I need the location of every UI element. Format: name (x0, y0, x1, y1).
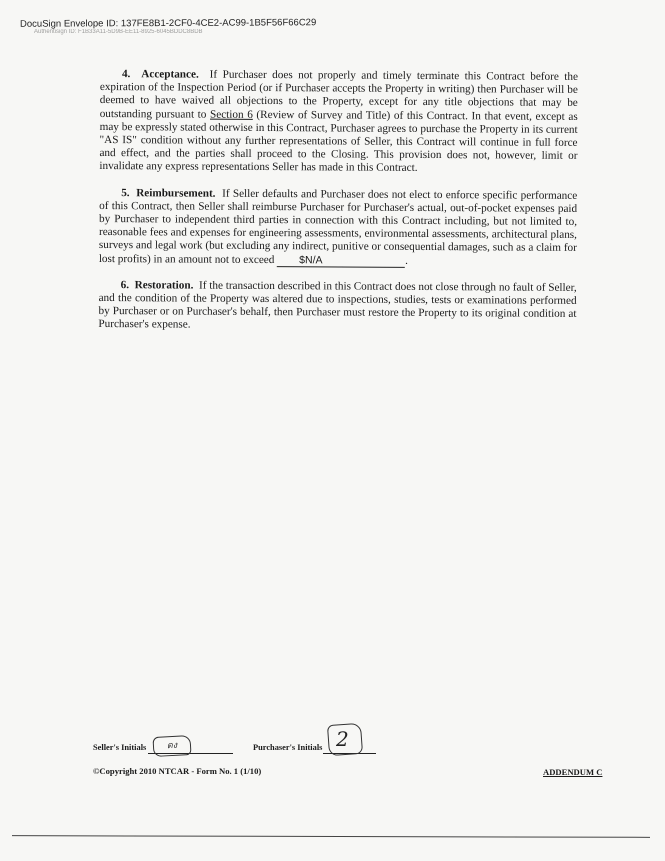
paragraph-restoration: 6. Restoration. If the transaction described in this Contract does not close through no fault of Seller, and the condition of the Property was altered due to inspections, studies, tests or examinations performed by Purchaser or on Purchaser's behalf, then Purchaser must restore the Property to its original condition at Purchaser's expense. (98, 278, 577, 332)
paragraph-text: If Seller defaults and Purchaser does not elect to enforce specific performance of this Contract, then Seller shall reimburse Purchaser for Purchaser's actual, out-of-pocket expenses paid by Purchaser to independent third parties in connection with this Contract including, but not limited to, reasonable fees and expenses for engineering assessments, environmental assessments, architectural plans, surveys and legal work (but excluding any indirect, punitive or consequential damages, such as a claim for lost profits) in an amount not to exceed (98, 187, 578, 266)
seller-initials-label: Seller's Initials (93, 743, 147, 752)
section-reference: Section 6 (210, 108, 253, 121)
paragraph-reimbursement: 5. Reimbursement. If Seller defaults and Purchaser does not elect to enforce specific performance of this Contract, then Seller shall reimburse Purchaser for Purchaser's actual, out-of-pocket expenses paid by Purchaser to independent third parties in connection with this Contract including, but not limited to, reasonable fees and expenses for engineering assessments, environmental assessments, architectural plans, surveys and legal work (but excluding any indirect, punitive or consequential damages, such as a claim for lost profits) in an amount not to exceed $N/A . (98, 186, 578, 267)
purchaser-initials-mark: 2 (336, 727, 349, 751)
amount-field: $N/A (277, 255, 405, 268)
docusign-envelope-id: DocuSign Envelope ID: 137FE8B1-2CF0-4CE2-AC99-1B5F56F66C29 (19, 17, 317, 30)
paragraph-number: 6. (120, 278, 130, 292)
paragraph-acceptance: 4. Acceptance. If Purchaser does not properly and timely terminate this Contract before the expiration of the Inspection Period (or if Purchaser accepts the Property in writing) then Purchaser will be deemed to have waived all objections to the Property, except for any title objections that may be outstanding pursuant to Section 6 (Review of Survey and Title) of this Contract. In that event, except as may be expressly stated otherwise in this Contract, Purchaser agrees to purchase the Property in its current "AS IS" condition without any further representations of Seller, this Contract will continue in full force and effect, and the parties shall proceed to the Closing. This provision does not, however, limit or invalidate any express representations Seller has made in this Contract. (99, 68, 579, 175)
paragraph-heading: Restoration (134, 279, 191, 292)
paragraph-number: 5. (121, 186, 130, 199)
copyright-notice: ©Copyright 2010 NTCAR - Form No. 1 (1/10) (93, 766, 262, 776)
paragraph-text: If the transaction described in this Contract does not close through no fault of Seller, and the condition of the Property was altered due to inspections, studies, tests or examinations performed by Purchaser or on Purchaser's behalf, then Purchaser must restore the Property to its original condition at Purchaser's expense. (98, 279, 577, 332)
paragraph-heading: Acceptance (141, 68, 196, 81)
authentisign-id: Authentisign ID: F1B33A11-5D9B-EE11-8925-6045BDDC8BDB (34, 29, 203, 35)
addendum-label: ADDENDUM C (543, 767, 603, 777)
purchaser-initials-label: Purchaser's Initials (253, 743, 323, 752)
paragraph-text: If Purchaser does not properly and timely terminate this Contract before the expiration of the Inspection Period (or if Purchaser accepts the Property in writing) then Purchaser will be deemed to have waived all objections to the Property, except for any title objections that may be outstanding pursuant to (99, 68, 579, 121)
seller-initials-box: ดง (153, 735, 192, 757)
paragraph-heading: Reimbursement (136, 186, 213, 200)
paragraph-trailing: . (405, 254, 409, 267)
paragraph-number: 4. (121, 68, 131, 81)
contract-body (98, 68, 578, 348)
initials-row (93, 724, 393, 764)
paragraph-text-cont: (Review of Survey and Title) of this Contract. In that event, except as may be expressly stated otherwise in this Contract, Purchaser agrees to purchase the Property in its current "AS IS" condition without any further representations of Seller, this Contract will continue in full force and effect, and the parties shall proceed to the Closing. This provision does not, however, limit or invalidate any express representations Seller has made in this Contract. (99, 108, 578, 175)
bottom-divider (12, 835, 650, 838)
